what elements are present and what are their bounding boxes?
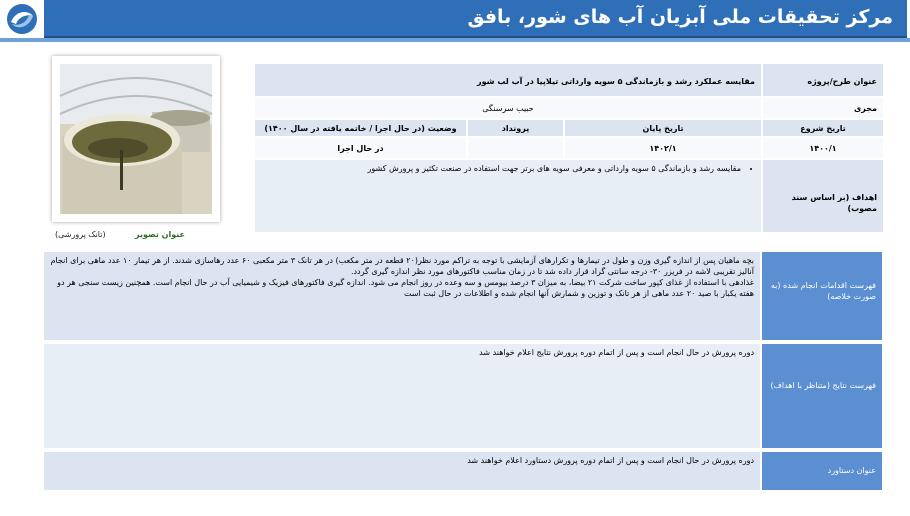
- header-bar: [44, 0, 907, 38]
- end-date-value: [565, 138, 761, 158]
- start-date-value: ۱۴۰۰/۱: [763, 138, 883, 158]
- photo-frame: [52, 56, 220, 222]
- institute-logo-icon: [2, 0, 42, 38]
- start-date-label: تاریخ شروع: [763, 120, 883, 136]
- actions-paragraph-2: غذادهی با استفاده از غذای کپور ساخت شرکت ۲۱ بیضا، به میزان ۳ درصد بیومس و سه وعده در روز انجام می شود. اندازه گیری فاکتورهای فیزیک و شیمیایی آب در حال انجام است. همچنین زیست سنجی هر دو هفته یکبار با صید ۲۰ عدد ماهی از هر تانک و توزین و شمارش آنها انجام شده و اطلاعات در حال ثبت است: [57, 278, 754, 298]
- goal-item: • مقایسه رشد و بازماندگی ۵ سویه وارداتی و معرفی سویه های برتر جهت استفاده در صنعت تکثیر و پرورش کشور: [261, 163, 741, 174]
- image-caption: (تانک پرورشی): [55, 230, 106, 239]
- results-content: [44, 344, 760, 448]
- page-title: مرکز تحقیقات ملی آبزیان آب های شور، بافق: [467, 6, 893, 28]
- achievement-content: [44, 452, 760, 490]
- results-text: دوره پرورش در حال انجام است و پس از اتمام دوره پرورش نتایج اعلام خواهند شد: [479, 348, 754, 357]
- actions-label: فهرست اقدامات انجام شده (به صورت خلاصه): [762, 252, 882, 340]
- project-title-label: عنوان طرح/پروژه: [763, 64, 883, 96]
- status-value: در حال اجرا: [255, 138, 466, 158]
- achievement-label: عنوان دستاورد: [762, 452, 882, 490]
- end-date-text: ۱۴۰۲/۱: [649, 144, 677, 153]
- goals-list: [255, 160, 761, 232]
- results-label: فهرست نتایج (متناظر با اهداف): [762, 344, 882, 448]
- actions-content: [44, 252, 760, 340]
- achievement-text: دوره پرورش در حال انجام است و پس از اتمام دوره پرورش دستاورد اعلام خواهند شد: [467, 456, 754, 465]
- end-date-label: تاریخ پایان: [565, 120, 761, 136]
- file-label: پرونداد: [468, 120, 563, 136]
- executor-value: حبیب سرسنگی: [255, 98, 761, 118]
- header-divider: [0, 38, 910, 42]
- actions-paragraph-1: بچه ماهیان پس از اندازه گیری وزن و طول در تیمارها و تکرارهای آزمایشی با توجه به تراکم مورد نظر(۲۰ قطعه در متر مکعب) در هر تانک ۳ متر مکعبی ۶۰ عدد رهاسازی شدند. از هر تیمار ۱۰ عدد ماهی برای انجام آنالیز تقریبی لاشه در فریزر ۳۰- درجه سانتی گراد قرار داده شد تا در زمان مناسب فاکتورهای مورد نظر اندازه گیری گردد.: [50, 256, 754, 276]
- goals-label: اهداف (بر اساس سند مصوب): [763, 160, 883, 232]
- file-value: [468, 138, 563, 158]
- executor-label: مجری: [763, 98, 883, 118]
- header-banner: [0, 0, 910, 38]
- image-title-label: عنوان تصویر: [135, 230, 185, 239]
- project-title-value: مقایسه عملکرد رشد و بازماندگی ۵ سویه وارداتی تیلاپیا در آب لب شور: [255, 64, 761, 96]
- status-label: وضعیت (در حال اجرا / خاتمه یافته در سال ۱۴۰۰): [255, 120, 466, 136]
- tank-photo: [52, 56, 220, 222]
